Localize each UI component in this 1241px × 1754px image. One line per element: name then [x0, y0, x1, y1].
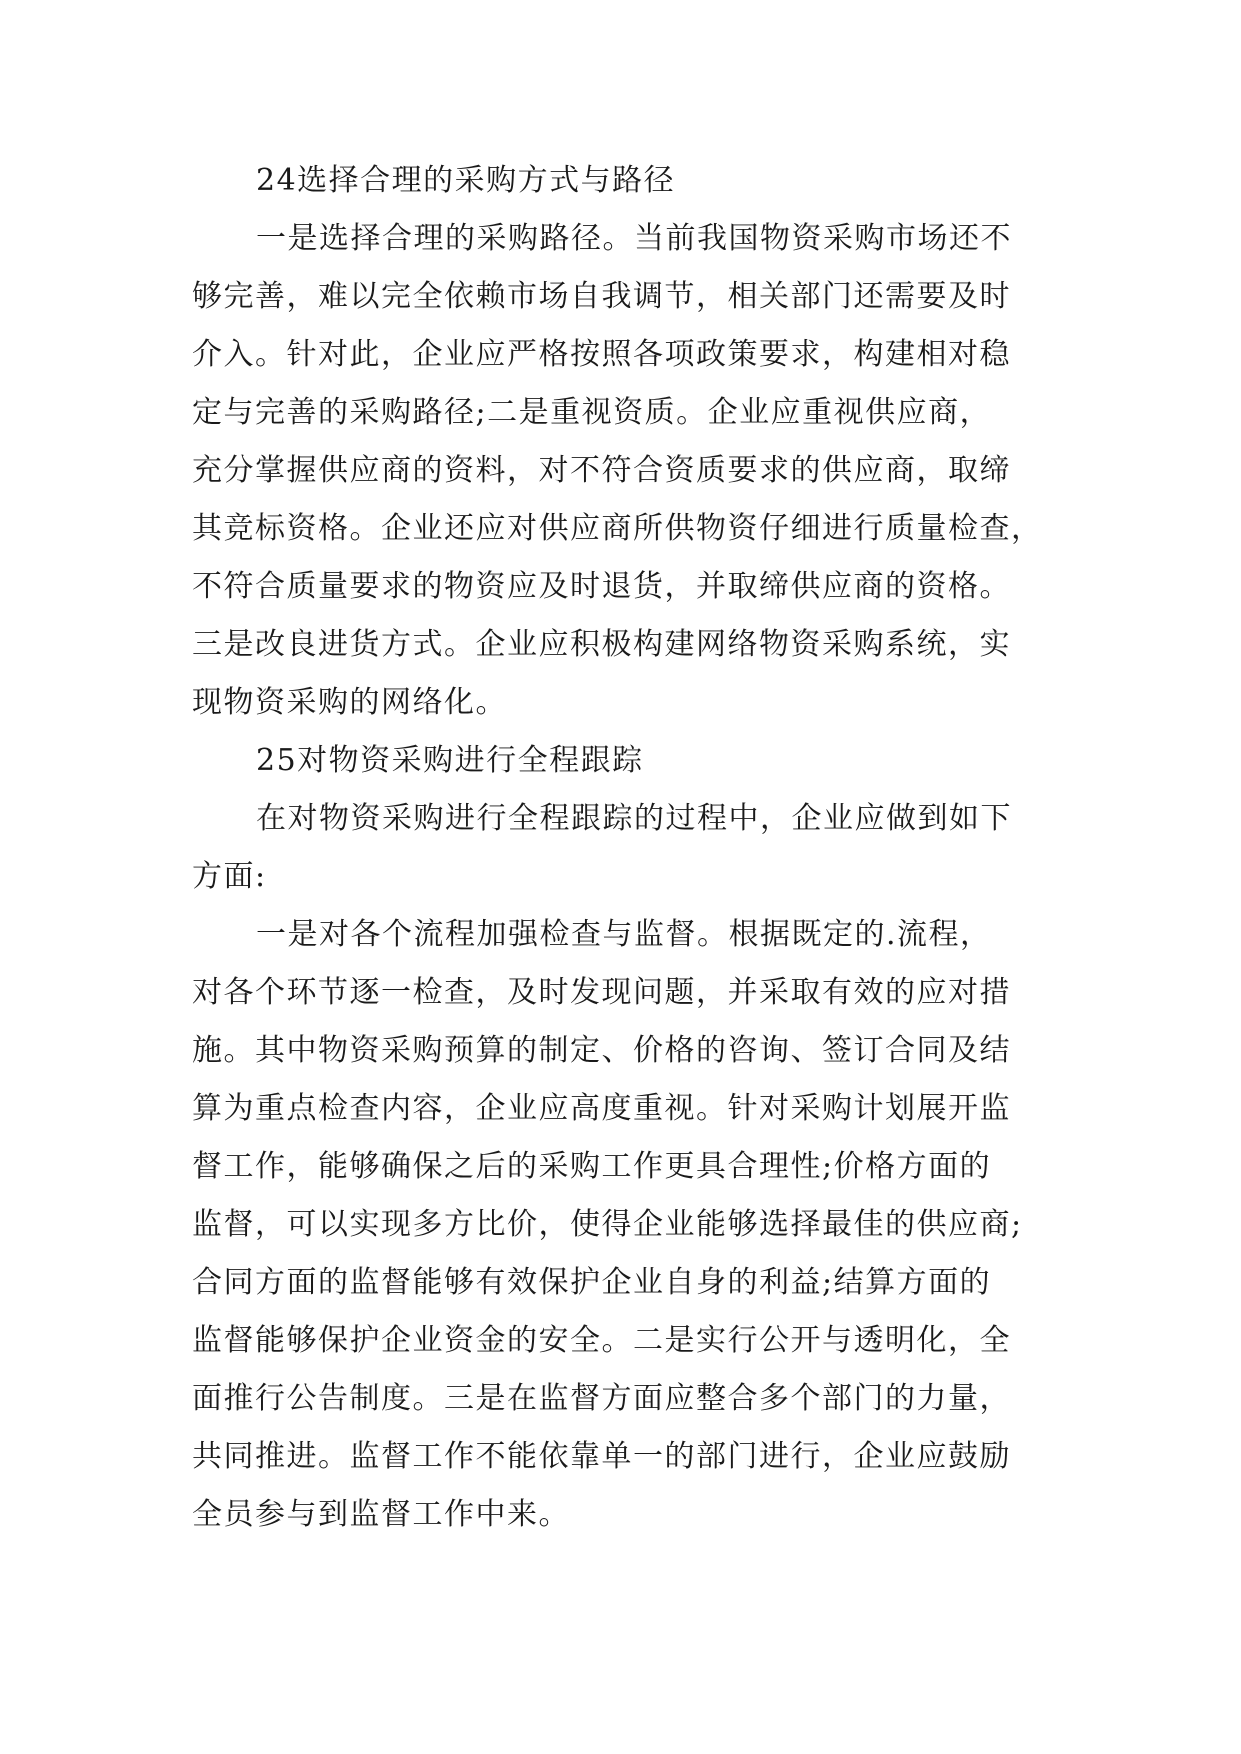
paragraph-line: 其竞标资格。企业还应对供应商所供物资仔细进行质量检查， — [192, 511, 1043, 546]
paragraph-line: 在对物资采购进行全程跟踪的过程中，企业应做到如下 — [256, 801, 1012, 836]
paragraph-line: 合同方面的监督能够有效保护企业自身的利益;结算方面的 — [192, 1265, 992, 1300]
paragraph-line: 定与完善的采购路径;二是重视资质。企业应重视供应商， — [192, 395, 992, 430]
paragraph-line: 够完善，难以完全依赖市场自我调节，相关部门还需要及时 — [192, 279, 1011, 314]
paragraph-line: 面推行公告制度。三是在监督方面应整合多个部门的力量， — [192, 1381, 1011, 1416]
paragraph-line: 对各个环节逐一检查，及时发现问题，并采取有效的应对措 — [192, 975, 1011, 1010]
paragraph-line: 全员参与到监督工作中来。 — [192, 1497, 570, 1532]
paragraph-line: 充分掌握供应商的资料，对不符合资质要求的供应商，取缔 — [192, 453, 1011, 488]
section-heading-2-4: 24选择合理的采购方式与路径 — [256, 163, 676, 198]
paragraph-line: 算为重点检查内容，企业应高度重视。针对采购计划展开监 — [192, 1091, 1011, 1126]
paragraph-line: 方面: — [192, 859, 267, 894]
paragraph-line: 一是对各个流程加强检查与监督。根据既定的.流程， — [256, 917, 992, 952]
paragraph-line: 三是改良进货方式。企业应积极构建网络物资采购系统，实 — [192, 627, 1011, 662]
paragraph-line: 一是选择合理的采购路径。当前我国物资采购市场还不 — [256, 221, 1012, 256]
paragraph-line: 共同推进。监督工作不能依靠单一的部门进行，企业应鼓励 — [192, 1439, 1011, 1474]
paragraph-line: 不符合质量要求的物资应及时退货，并取缔供应商的资格。 — [192, 569, 1011, 604]
paragraph-line: 介入。针对此，企业应严格按照各项政策要求，构建相对稳 — [192, 337, 1011, 372]
paragraph-line: 监督，可以实现多方比价，使得企业能够选择最佳的供应商; — [192, 1207, 1023, 1242]
paragraph-line: 施。其中物资采购预算的制定、价格的咨询、签订合同及结 — [192, 1033, 1011, 1068]
paragraph-line: 现物资采购的网络化。 — [192, 685, 507, 720]
paragraph-line: 督工作，能够确保之后的采购工作更具合理性;价格方面的 — [192, 1149, 992, 1184]
section-heading-2-5: 25对物资采购进行全程跟踪 — [256, 743, 644, 778]
paragraph-line: 监督能够保护企业资金的安全。二是实行公开与透明化，全 — [192, 1323, 1011, 1358]
